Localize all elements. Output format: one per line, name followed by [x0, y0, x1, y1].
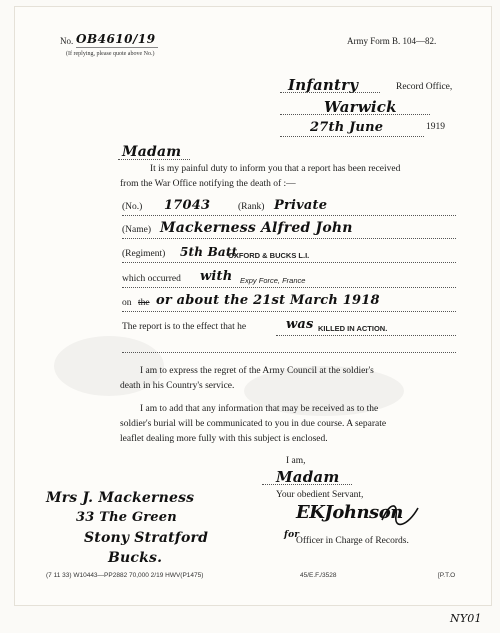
reference-number-underline: [76, 47, 158, 48]
letter-date: 27th June: [310, 120, 384, 135]
salutation: Madam: [122, 144, 182, 160]
corner-note: NY01: [450, 612, 482, 625]
record-office-name: Infantry: [288, 76, 359, 94]
burial-line-1: I am to add that any information that may be received as to the: [140, 404, 379, 414]
record-office-dotted-line: [280, 92, 380, 93]
number-label: (No.): [122, 202, 143, 212]
officer-signature: EKJohnson: [296, 502, 403, 523]
letter-year: 1919: [426, 122, 445, 132]
please-turn-over: [P.T.O: [438, 572, 456, 579]
replying-note: (If replying, please quote above No.): [66, 51, 155, 57]
occurred-dotted-line: [122, 287, 456, 288]
soldier-rank: Private: [274, 198, 328, 213]
regiment-stamp: OXFORD & BUCKS L.I.: [228, 251, 310, 260]
closing-servant: Your obedient Servant,: [276, 490, 364, 500]
place-dotted-line: [280, 114, 430, 115]
officer-title: Officer in Charge of Records.: [296, 536, 409, 546]
record-office-label: Record Office,: [396, 82, 453, 92]
report-label: The report is to the effect that he: [122, 322, 247, 332]
for-label: for: [284, 530, 300, 540]
occurred-with: with: [200, 269, 233, 284]
regret-line-2: death in his Country's service.: [120, 381, 235, 391]
address-line-2: 33 The Green: [76, 510, 177, 525]
on-struck-text: the: [138, 298, 150, 308]
report-extra-dotted-line: [122, 352, 456, 353]
printer-code: (7 11 33) W10443—PP2882 70,000 2/19 HWV(P1475): [46, 572, 204, 579]
reference-number-prefix: No.: [60, 36, 74, 46]
soldier-name: Mackerness Alfred John: [160, 220, 353, 236]
burial-line-2: soldier's burial will be communicated to you in due course. A separate: [120, 419, 387, 429]
salutation-dotted-line: [118, 159, 190, 160]
army-form-sheet: [14, 6, 492, 606]
report-was: was: [286, 317, 314, 332]
closing-madam: Madam: [276, 468, 340, 486]
regiment-label: (Regiment): [122, 249, 166, 259]
address-line-4: Bucks.: [108, 550, 163, 566]
signature-flourish-icon: [380, 500, 420, 528]
address-line-1: Mrs J. Mackerness: [46, 490, 195, 506]
form-id: Army Form B. 104—82.: [347, 36, 437, 46]
record-office-place: Warwick: [324, 98, 397, 116]
date-of-death-dotted-line: [122, 311, 456, 312]
rank-label: (Rank): [238, 202, 265, 212]
closing-i-am: I am,: [286, 456, 306, 466]
regret-line-1: I am to express the regret of the Army Council at the soldier's: [140, 366, 374, 376]
report-dotted-line: [276, 335, 456, 336]
occurred-label: which occurred: [122, 274, 181, 284]
regiment-dotted-line: [122, 262, 456, 263]
name-dotted-line: [122, 238, 456, 239]
death-date: or about the 21st March 1918: [156, 293, 380, 308]
soldier-number: 17043: [164, 198, 211, 213]
burial-line-3: leaflet dealing more fully with this subject is enclosed.: [120, 434, 328, 444]
on-label: on: [122, 298, 132, 308]
closing-dotted-line: [262, 484, 352, 485]
date-dotted-line: [280, 136, 424, 137]
reference-number: OB4610/19: [76, 32, 156, 46]
intro-line-2: from the War Office notifying the death of :—: [120, 179, 296, 189]
address-line-3: Stony Stratford: [84, 530, 209, 546]
intro-line-1: It is my painful duty to inform you that a report has been received: [150, 164, 401, 174]
name-label: (Name): [122, 225, 152, 235]
occurred-stamp: Expy Force, France: [240, 276, 306, 285]
form-code: 45/E.F./3528: [300, 572, 337, 579]
regiment-battalion: 5th Batt: [180, 245, 238, 259]
report-stamp: KILLED IN ACTION.: [318, 324, 388, 333]
number-rank-dotted-line: [122, 215, 456, 216]
